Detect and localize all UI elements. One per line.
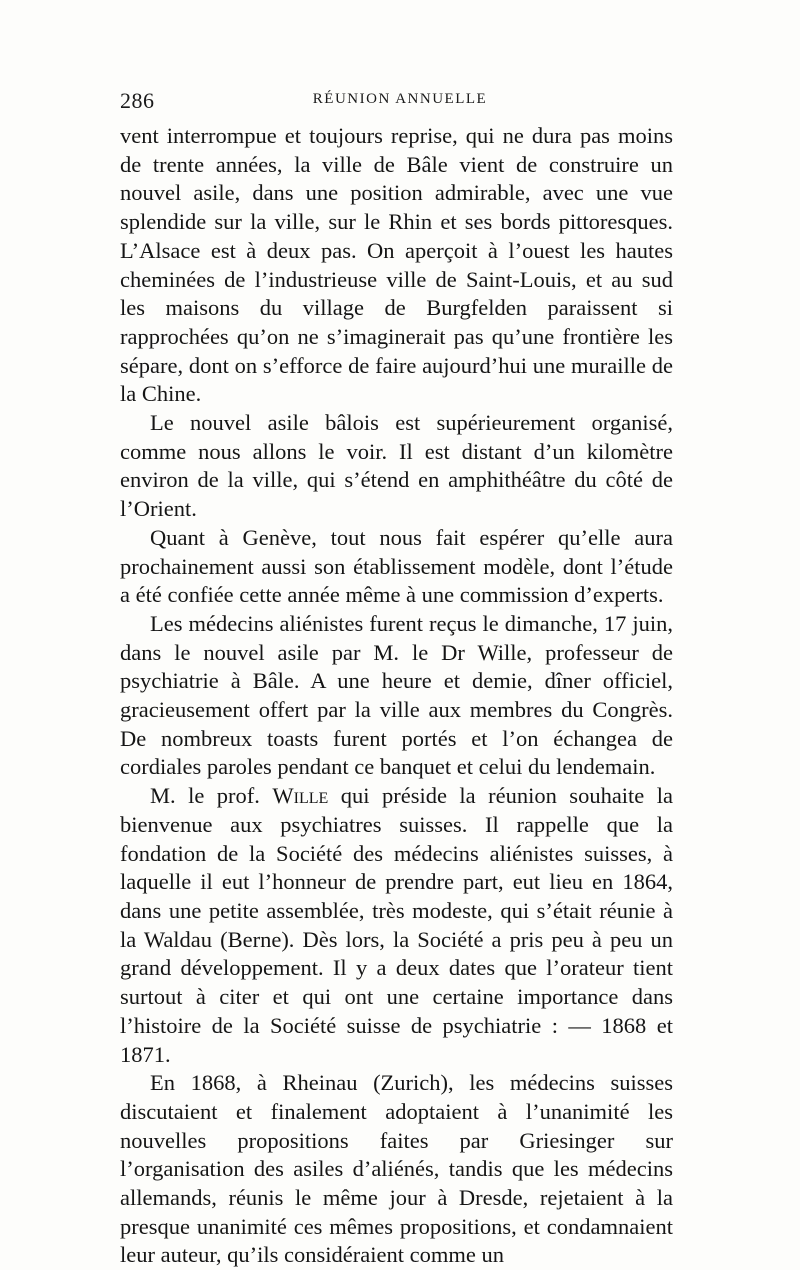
- running-head: [120, 88, 680, 118]
- paragraph-rheinau: En 1868, à Rheinau (Zurich), les médecins suisses discutaient et finalement adoptaient à l’unanimité les nouvelles propositions faites par Griesinger sur l’organisation des asiles d’aliénés, tandis que les médecins allemands, réunis le même jour à Dresde, rejetaient à la presque unanimité ces mêmes propositions, et condamnaient leur auteur, qu’ils considéraient comme un: [120, 1070, 673, 1268]
- speaker-name: Wille: [272, 783, 329, 809]
- speaker-prefix: M. le prof.: [150, 783, 273, 809]
- paragraph-basel-asylum: Le nouvel asile bâlois est supérieurement organisé, comme nous allons le voir. Il est distant d’un kilomètre environ de la ville, qui s’étend en amphithéâtre du côté de l’Orient.: [120, 410, 673, 522]
- body-text: [120, 122, 673, 1270]
- paragraph-reception: Les médecins aliénistes furent reçus le dimanche, 17 juin, dans le nouvel asile par M. le Dr Wille, professeur de psychiatrie à Bâle. A une heure et demie, dîner officiel, gracieusement offert par la ville aux membres du Congrès. De nombreux toasts furent portés et l’on échangea de cordiales paroles pendant ce banquet et celui du lendemain.: [120, 610, 673, 780]
- paragraph-geneva: Quant à Genève, tout nous fait espérer qu’elle aura prochainement aussi son établissement modèle, dont l’étude a été confiée cette année même à une commission d’experts.: [120, 524, 673, 608]
- paragraph-continuation: vent interrompue et toujours reprise, qui ne dura pas moins de trente années, la ville de Bâle vient de construire un nouvel asile, dans une position admirable, avec une vue splendide sur la ville, sur le Rhin et ses bords pittoresques. L’Alsace est à deux pas. On aperçoit à l’ouest les hautes cheminées de l’industrieuse ville de Saint-Louis, et au sud les maisons du village de Burgfelden paraissent si rapprochées qu’on ne s’imaginerait pas qu’une frontière les sépare, dont on s’efforce de faire aujourd’hui une muraille de la Chine.: [120, 123, 673, 407]
- page-number: 286: [120, 88, 155, 113]
- running-title: RÉUNION ANNUELLE: [312, 91, 488, 107]
- paragraph-wille-speech: [120, 782, 673, 1069]
- speech-text: qui préside la réunion souhaite la bienvenue aux psychiatres suisses. Il rappelle que la fondation de la Société des médecins aliénistes suisses, à laquelle il eut l’honneur de prendre part, eut lieu en 1864, dans une petite assemblée, très modeste, qui s’était réunie à la Waldau (Berne). Dès lors, la Société a pris peu à peu un grand développement. Il y a deux dates que l’orateur tient surtout à citer et qui ont une certaine importance dans l’histoire de la Société suisse de psychiatrie : — 1868 et 1871.: [120, 783, 673, 1067]
